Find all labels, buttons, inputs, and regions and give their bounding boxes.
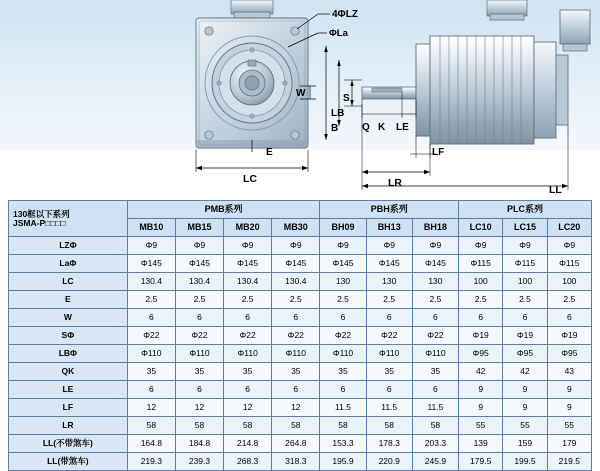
group-header-pmb: PMB系列 [127, 201, 320, 219]
row-label: LE [9, 381, 128, 399]
table-row [9, 291, 592, 309]
cell: 12 [224, 399, 272, 417]
cell: 35 [272, 363, 320, 381]
corner-line-2: JSMA-P□□□□ [13, 217, 66, 228]
row-label: LBΦ [9, 345, 128, 363]
table-row [9, 417, 592, 435]
cell: 12 [272, 399, 320, 417]
cell: 58 [412, 417, 458, 435]
cell: Φ110 [320, 345, 366, 363]
table-row [9, 237, 592, 255]
cell: 9 [547, 381, 591, 399]
cell: 6 [366, 309, 412, 327]
cell: 100 [503, 273, 547, 291]
cell: 6 [412, 309, 458, 327]
table-corner-cell [9, 201, 128, 237]
cell: 6 [272, 381, 320, 399]
cell: 2.5 [366, 291, 412, 309]
label-ll: LL [549, 184, 562, 196]
cell: 245.9 [412, 453, 458, 471]
row-label: LZΦ [9, 237, 128, 255]
table-row [9, 435, 592, 453]
model-header-4: BH09 [320, 219, 366, 237]
table-row [9, 255, 592, 273]
label-q: Q [362, 122, 370, 133]
cell: 35 [175, 363, 223, 381]
model-header-5: BH13 [366, 219, 412, 237]
cell: 11.5 [412, 399, 458, 417]
table-head [9, 201, 592, 237]
table-row [9, 309, 592, 327]
cell: Φ9 [459, 237, 503, 255]
cell: 2.5 [175, 291, 223, 309]
cell: Φ145 [272, 255, 320, 273]
cell: Φ95 [459, 345, 503, 363]
label-k: K [378, 122, 386, 133]
model-header-7: LC10 [459, 219, 503, 237]
group-header-pbh: PBH系列 [320, 201, 459, 219]
cell: 178.3 [366, 435, 412, 453]
label-w: W [296, 88, 306, 99]
cell: Φ115 [459, 255, 503, 273]
cell: Φ145 [127, 255, 175, 273]
cell: Φ110 [175, 345, 223, 363]
cell: 139 [459, 435, 503, 453]
cell: 6 [459, 309, 503, 327]
cell: 130 [412, 273, 458, 291]
cell: Φ9 [272, 237, 320, 255]
cell: 12 [127, 399, 175, 417]
cell: 179.5 [459, 453, 503, 471]
label-lr: LR [388, 177, 402, 189]
cell: 130.4 [272, 273, 320, 291]
cell: 130 [366, 273, 412, 291]
cell: 214.8 [224, 435, 272, 453]
cell: Φ95 [503, 345, 547, 363]
cell: Φ22 [272, 327, 320, 345]
cell: 9 [503, 399, 547, 417]
cell: 6 [320, 381, 366, 399]
cell: 184.8 [175, 435, 223, 453]
cell: Φ145 [175, 255, 223, 273]
corner-line-1: 130框以下系列 [13, 208, 70, 219]
cell: Φ9 [224, 237, 272, 255]
row-label: LaΦ [9, 255, 128, 273]
cell: 9 [459, 399, 503, 417]
label-lf: LF [432, 147, 445, 158]
cell: Φ22 [366, 327, 412, 345]
row-label: SΦ [9, 327, 128, 345]
label-s: S [343, 93, 350, 104]
cell: Φ145 [412, 255, 458, 273]
technical-drawing [0, 0, 600, 196]
cell: 6 [127, 381, 175, 399]
cell: Φ22 [412, 327, 458, 345]
cell: Φ19 [503, 327, 547, 345]
cell: Φ145 [366, 255, 412, 273]
label-la: ΦLa [329, 28, 348, 39]
row-label: LC [9, 273, 128, 291]
model-header-6: BH18 [412, 219, 458, 237]
cell: 6 [127, 309, 175, 327]
cell: Φ110 [412, 345, 458, 363]
cell: 179 [547, 435, 591, 453]
cell: 12 [175, 399, 223, 417]
cell: 6 [224, 309, 272, 327]
cell: 130.4 [175, 273, 223, 291]
model-header-9: LC20 [547, 219, 591, 237]
cell: 6 [272, 309, 320, 327]
label-e: E [266, 147, 273, 158]
cell: 164.8 [127, 435, 175, 453]
row-label: LL(带煞车) [9, 453, 128, 471]
dimension-table [8, 200, 592, 471]
cell: 219.5 [547, 453, 591, 471]
cell: Φ145 [224, 255, 272, 273]
cell: 35 [320, 363, 366, 381]
cell: 35 [366, 363, 412, 381]
table-row [9, 345, 592, 363]
cell: 153.3 [320, 435, 366, 453]
cell: 6 [175, 309, 223, 327]
cell: 35 [412, 363, 458, 381]
cell: 268.3 [224, 453, 272, 471]
cell: 100 [459, 273, 503, 291]
cell: 58 [320, 417, 366, 435]
row-label: LL(不带煞车) [9, 435, 128, 453]
cell: 264.8 [272, 435, 320, 453]
cell: 6 [224, 381, 272, 399]
cell: 2.5 [224, 291, 272, 309]
cell: 195.9 [320, 453, 366, 471]
cell: Φ9 [503, 237, 547, 255]
cell: 2.5 [547, 291, 591, 309]
cell: 55 [459, 417, 503, 435]
cell: Φ22 [127, 327, 175, 345]
cell: 42 [503, 363, 547, 381]
cell: Φ95 [547, 345, 591, 363]
cell: Φ9 [547, 237, 591, 255]
cell: 35 [224, 363, 272, 381]
cell: 2.5 [127, 291, 175, 309]
cell: Φ19 [459, 327, 503, 345]
label-b: B [331, 123, 339, 134]
label-lz: 4ΦLZ [332, 9, 358, 20]
cell: Φ145 [320, 255, 366, 273]
label-le: LE [396, 122, 409, 133]
cell: 58 [366, 417, 412, 435]
cell: Φ9 [366, 237, 412, 255]
cell: Φ110 [272, 345, 320, 363]
motor-dimension-drawing [0, 0, 600, 196]
cell: 6 [412, 381, 458, 399]
cell: 6 [175, 381, 223, 399]
table-row [9, 327, 592, 345]
cell: 203.3 [412, 435, 458, 453]
row-label: LF [9, 399, 128, 417]
cell: 2.5 [459, 291, 503, 309]
cell: Φ19 [547, 327, 591, 345]
row-label: QK [9, 363, 128, 381]
cell: Φ9 [412, 237, 458, 255]
row-label: W [9, 309, 128, 327]
cell: 58 [224, 417, 272, 435]
cell: 9 [547, 399, 591, 417]
cell: 2.5 [412, 291, 458, 309]
cell: 199.5 [503, 453, 547, 471]
cell: 2.5 [272, 291, 320, 309]
cell: Φ22 [224, 327, 272, 345]
cell: 130 [320, 273, 366, 291]
cell: 130.4 [224, 273, 272, 291]
table-row [9, 453, 592, 471]
cell: 58 [127, 417, 175, 435]
cell: Φ9 [127, 237, 175, 255]
cell: 6 [503, 309, 547, 327]
cell: Φ115 [547, 255, 591, 273]
cell: 58 [175, 417, 223, 435]
model-header-8: LC15 [503, 219, 547, 237]
cell: Φ110 [224, 345, 272, 363]
cell: 6 [366, 381, 412, 399]
cell: 11.5 [366, 399, 412, 417]
cell: 6 [547, 309, 591, 327]
table-body [9, 237, 592, 471]
cell: 11.5 [320, 399, 366, 417]
cell: 130.4 [127, 273, 175, 291]
cell: 9 [503, 381, 547, 399]
label-lc: LC [243, 173, 257, 185]
model-header-2: MB20 [224, 219, 272, 237]
model-header-3: MB30 [272, 219, 320, 237]
group-header-plc: PLC系列 [459, 201, 592, 219]
cell: 219.3 [127, 453, 175, 471]
cell: Φ22 [175, 327, 223, 345]
cell: 2.5 [320, 291, 366, 309]
cell: 318.3 [272, 453, 320, 471]
table-row [9, 399, 592, 417]
cell: 35 [127, 363, 175, 381]
cell: 43 [547, 363, 591, 381]
table-row [9, 381, 592, 399]
table-group-row [9, 201, 592, 219]
table-row [9, 363, 592, 381]
row-label: E [9, 291, 128, 309]
label-lb: LB [331, 108, 345, 119]
cell: 58 [272, 417, 320, 435]
cell: 2.5 [503, 291, 547, 309]
cell: 6 [320, 309, 366, 327]
cell: Φ9 [175, 237, 223, 255]
cell: 239.3 [175, 453, 223, 471]
cell: 9 [459, 381, 503, 399]
cell: 55 [547, 417, 591, 435]
table-row [9, 273, 592, 291]
cell: Φ115 [503, 255, 547, 273]
cell: Φ110 [366, 345, 412, 363]
model-header-1: MB15 [175, 219, 223, 237]
drawing-bottom-fill [0, 150, 600, 196]
cell: Φ9 [320, 237, 366, 255]
row-label: LR [9, 417, 128, 435]
cell: 55 [503, 417, 547, 435]
cell: 100 [547, 273, 591, 291]
cell: 42 [459, 363, 503, 381]
model-header-0: MB10 [127, 219, 175, 237]
cell: Φ22 [320, 327, 366, 345]
cell: Φ110 [127, 345, 175, 363]
cell: 220.9 [366, 453, 412, 471]
cell: 159 [503, 435, 547, 453]
